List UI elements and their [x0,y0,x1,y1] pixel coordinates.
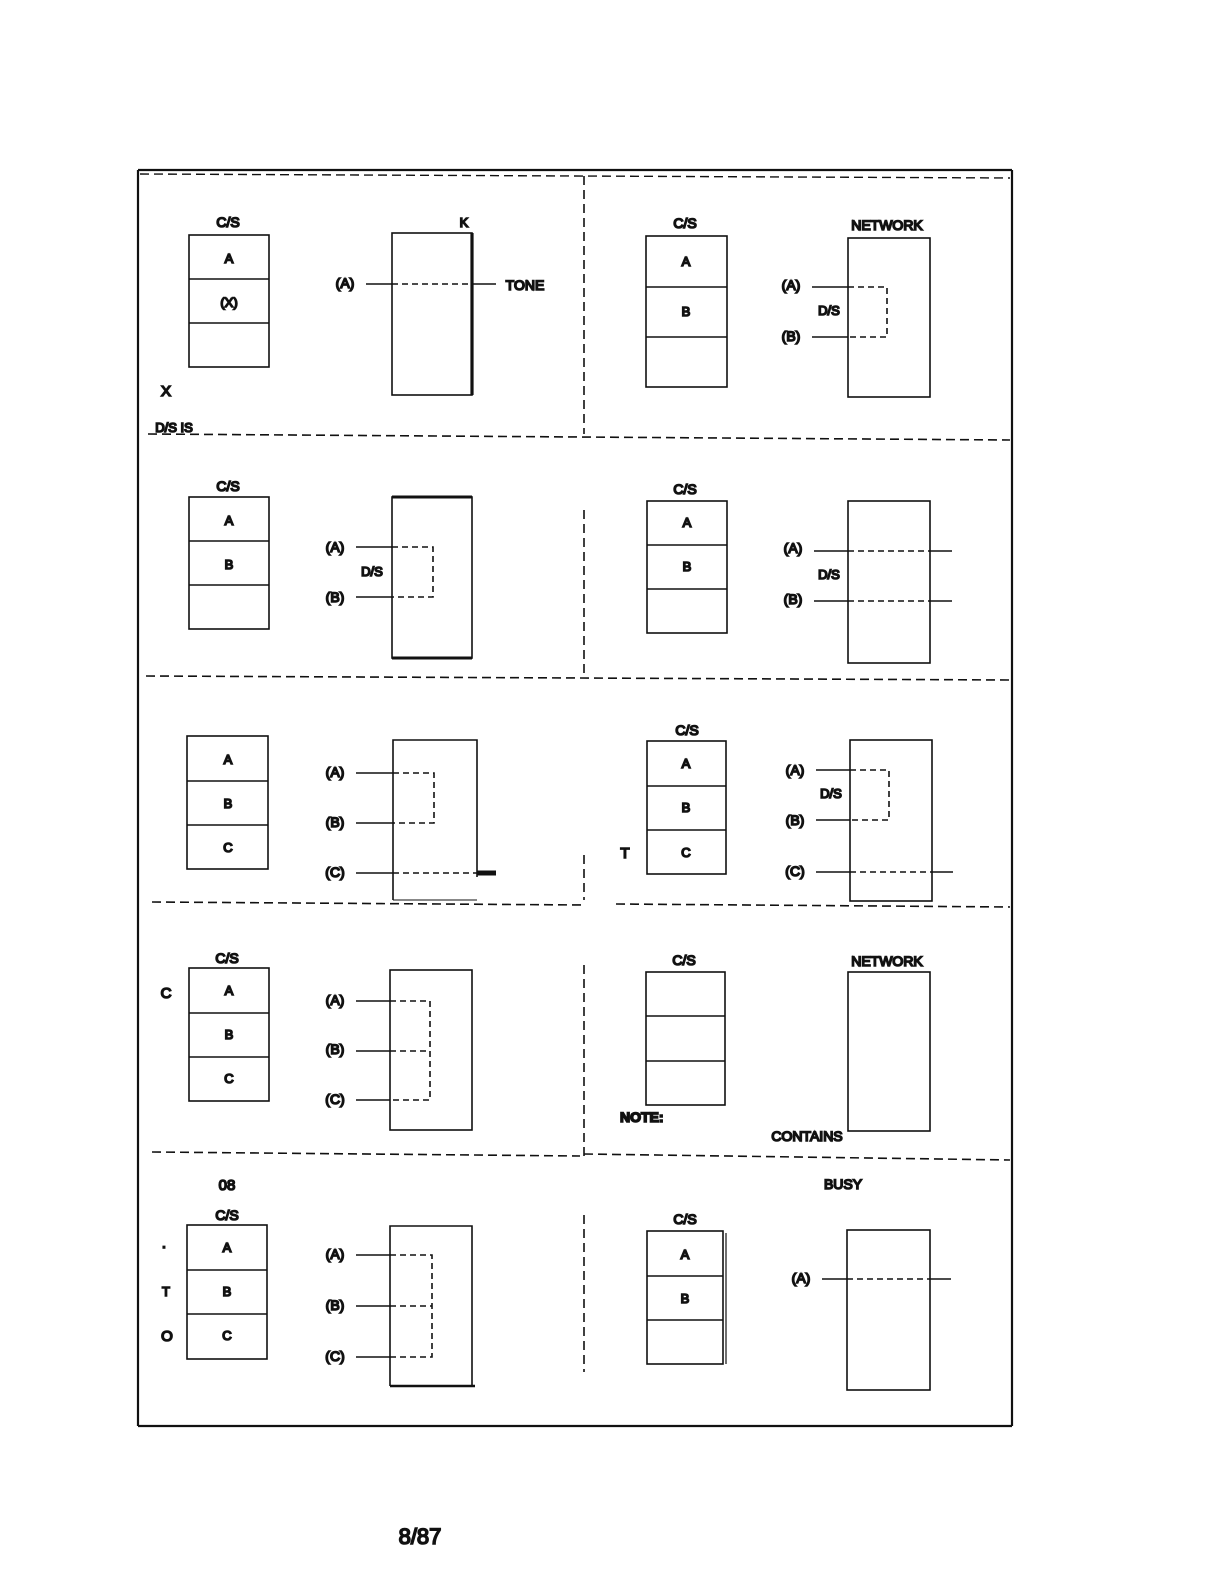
panel-4 [647,481,952,663]
panel-1 [155,214,544,435]
cs-label: C/S [673,481,697,497]
slot-c-label: C [223,840,233,855]
network-box [392,233,472,395]
lead-b-label: (B) [783,591,803,607]
panel-3 [189,478,472,658]
slot-a-label: A [681,254,691,269]
lead-b-label: (B) [325,1041,345,1057]
stray-t-mark: T [620,845,630,862]
slot-b-label: B [682,559,692,574]
slot-a-label: A [681,756,691,771]
cs-label: C/S [675,722,699,738]
panel-7 [161,950,472,1130]
network-box [390,970,472,1130]
ds-label: D/S [818,567,840,582]
slot-a-label: A [224,983,234,998]
slot-a-label: A [224,251,234,266]
lead-b-label: (B) [781,328,801,344]
cs-stack [646,972,725,1105]
note-label: NOTE: [620,1109,664,1125]
lead-a-label: (A) [325,764,345,780]
lead-a-label: (A) [785,762,805,778]
ds-label: D/S [361,564,383,579]
lead-a-label: (A) [335,275,355,291]
ds-label: D/S [820,786,842,801]
lead-a-label: (A) [325,992,345,1008]
network-box [848,972,930,1131]
cs-label: C/S [216,214,240,230]
slot-b-label: B [224,1027,234,1042]
contains-label: CONTAINS [771,1128,843,1144]
slot-b-label: B [222,1284,232,1299]
tone-label: TONE [505,277,545,293]
stray-x-mark: X [160,383,172,400]
slot-b-label: B [223,796,233,811]
slot-c-label: C [222,1328,232,1343]
stray-o-mark: O [161,1328,173,1345]
slot-b-label: B [680,1291,690,1306]
slot-c-label: C [224,1071,234,1086]
lead-a-label: (A) [783,540,803,556]
panel-5 [187,736,496,900]
slot-b-label: B [681,800,691,815]
lead-b-label: (B) [325,1297,345,1313]
lead-c-label: (C) [325,1348,345,1364]
lead-a-label: (A) [791,1270,811,1286]
slot-b-label: B [224,557,234,572]
page-number: 8/87 [398,1524,442,1549]
network-box [848,238,930,397]
lead-c-label: (C) [325,1091,345,1107]
network-box [847,1230,930,1390]
network-label: NETWORK [851,953,923,969]
panel-6 [620,722,953,901]
slot-a-label: A [682,515,692,530]
ds-label: D/S [818,303,840,318]
cs-label: C/S [672,952,696,968]
panel-10 [647,1176,951,1390]
lead-b-label: (B) [325,589,345,605]
network-box [848,501,930,663]
panel-8 [620,952,930,1144]
slot-a-label: A [680,1247,690,1262]
stray-number-mark: 08 [218,1177,236,1194]
slot-a-label: A [223,752,233,767]
network-label: NETWORK [851,217,923,233]
lead-a-label: (A) [781,277,801,293]
panel-9 [161,1177,475,1386]
busy-label: BUSY [823,1176,863,1192]
panel-2 [646,215,930,397]
stray-t-mark: T [162,1284,170,1299]
stray-ds-mark: D/S IS [155,420,193,435]
slot-x-label: (X) [220,295,238,310]
k-label: K [459,215,469,230]
lead-a-label: (A) [325,539,345,555]
cs-label: C/S [673,215,697,231]
network-box [392,497,472,658]
slot-c-label: C [681,845,691,860]
stray-c-mark: C [160,985,172,1002]
grid-separators [146,176,1010,1372]
slot-a-label: A [224,513,234,528]
lead-b-label: (B) [325,814,345,830]
slot-b-label: B [681,304,691,319]
lead-c-label: (C) [325,864,345,880]
lead-a-label: (A) [325,1246,345,1262]
cs-label: C/S [673,1211,697,1227]
lead-c-label: (C) [785,863,805,879]
cs-label: C/S [215,950,239,966]
cs-label: C/S [215,1207,239,1223]
cs-label: C/S [216,478,240,494]
slot-a-label: A [222,1240,232,1255]
stray-dot-mark: . [161,1235,167,1252]
lead-b-label: (B) [785,812,805,828]
network-box [393,740,477,900]
